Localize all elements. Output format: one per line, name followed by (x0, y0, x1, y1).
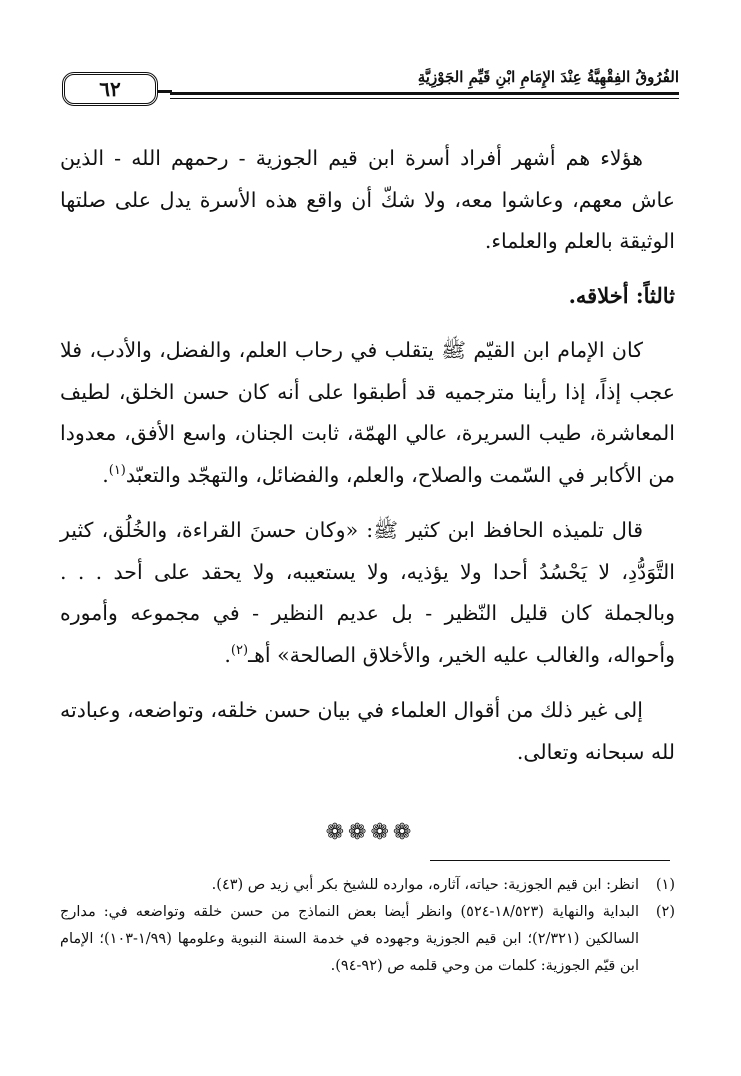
footnotes (60, 872, 675, 980)
paragraph-closing: إلى غير ذلك من أقوال العلماء في بيان حسن خلقه، وتواضعه، وعبادته لله سبحانه وتعالى. (60, 698, 675, 764)
footnote-separator (430, 860, 670, 861)
paragraph-character (60, 330, 675, 496)
footnote-ref-2: (٢) (230, 642, 249, 658)
section-ornament: ❁❁❁❁ (325, 820, 416, 845)
footnote-text: البداية والنهاية (١٨/٥٢٣-٥٢٤) وانظر أيضا بعض النماذج من حسن خلقه وتواضعه في: مدارج السالكين (٢/٣٢١)؛ ابن قيم الجوزية وجهوده في خدمة السنة النبوية وعلومها (١/٩٩-١٠٣)؛ الإمام ابن قيّم الجوزية: كلمات من وحي قلمه ص (٩٢-٩٤). (60, 904, 639, 974)
header-rule (170, 92, 679, 95)
paragraph-character-end: . (102, 462, 109, 487)
page-header (62, 66, 679, 116)
footnote-number: (١) (655, 877, 675, 893)
section-heading: ثالثاً: أخلاقه. (568, 282, 675, 308)
footnote-1 (60, 872, 675, 899)
page-number-connector (158, 90, 172, 93)
footnote-text: انظر: ابن قيم الجوزية: حياته، آثاره، موارده للشيخ بكر أبي زيد ص (٤٣). (211, 877, 639, 893)
running-title: الفُرُوقُ الفِقْهِيَّةُ عِنْدَ الإِمَامِ ابْنِ قَيِّمِ الجَوْزِيَّةِ (417, 68, 679, 86)
page-number: ٦٢ (62, 72, 158, 106)
main-text (60, 138, 675, 773)
paragraph-quote-end: . (224, 642, 231, 667)
footnote-number: (٢) (655, 904, 675, 920)
paragraph-character-text: كان الإمام ابن القيّم ﷺ يتقلب في رحاب العلم، والفضل، والأدب، فلا عجب إذاً، إذا رأينا مترجميه قد أطبقوا على أنه كان حسن الخلق، لطيف المعاشرة، طيب السريرة، عالي الهمّة، ثابت الجنان، واسع الأفق، معدودا من الأكابر في السّمت والصلاح، والعلم، والفضائل، والتهجّد والتعبّد (60, 338, 675, 487)
footnote-ref-1: (١) (108, 462, 126, 478)
paragraph-ibn-kathir-quote (60, 510, 675, 676)
header-rule-thin (170, 98, 679, 99)
paragraph-family-summary: هؤلاء هم أشهر أفراد أسرة ابن قيم الجوزية - رحمهم الله - الذين عاش معهم، وعاشوا معه، ولا شكّ أن واقع هذه الأسرة يدل على صلتها الوثيقة بالعلم والعلماء. (60, 146, 675, 253)
footnote-2 (60, 899, 675, 980)
paragraph-quote-text: قال تلميذه الحافظ ابن كثير ﷺ: «وكان حسنَ القراءة، والخُلُق، كثير التَّوَدُّدِ، لا يَحْسُدُ أحدا ولا يؤذيه، ولا يستعيبه، ولا يحقد على أحد . . . وبالجملة كان قليل النّظير - بل عديم النظير - في مجموعه وأموره وأحواله، والغالب عليه الخير، والأخلاق الصالحة» أهـ (60, 518, 675, 667)
